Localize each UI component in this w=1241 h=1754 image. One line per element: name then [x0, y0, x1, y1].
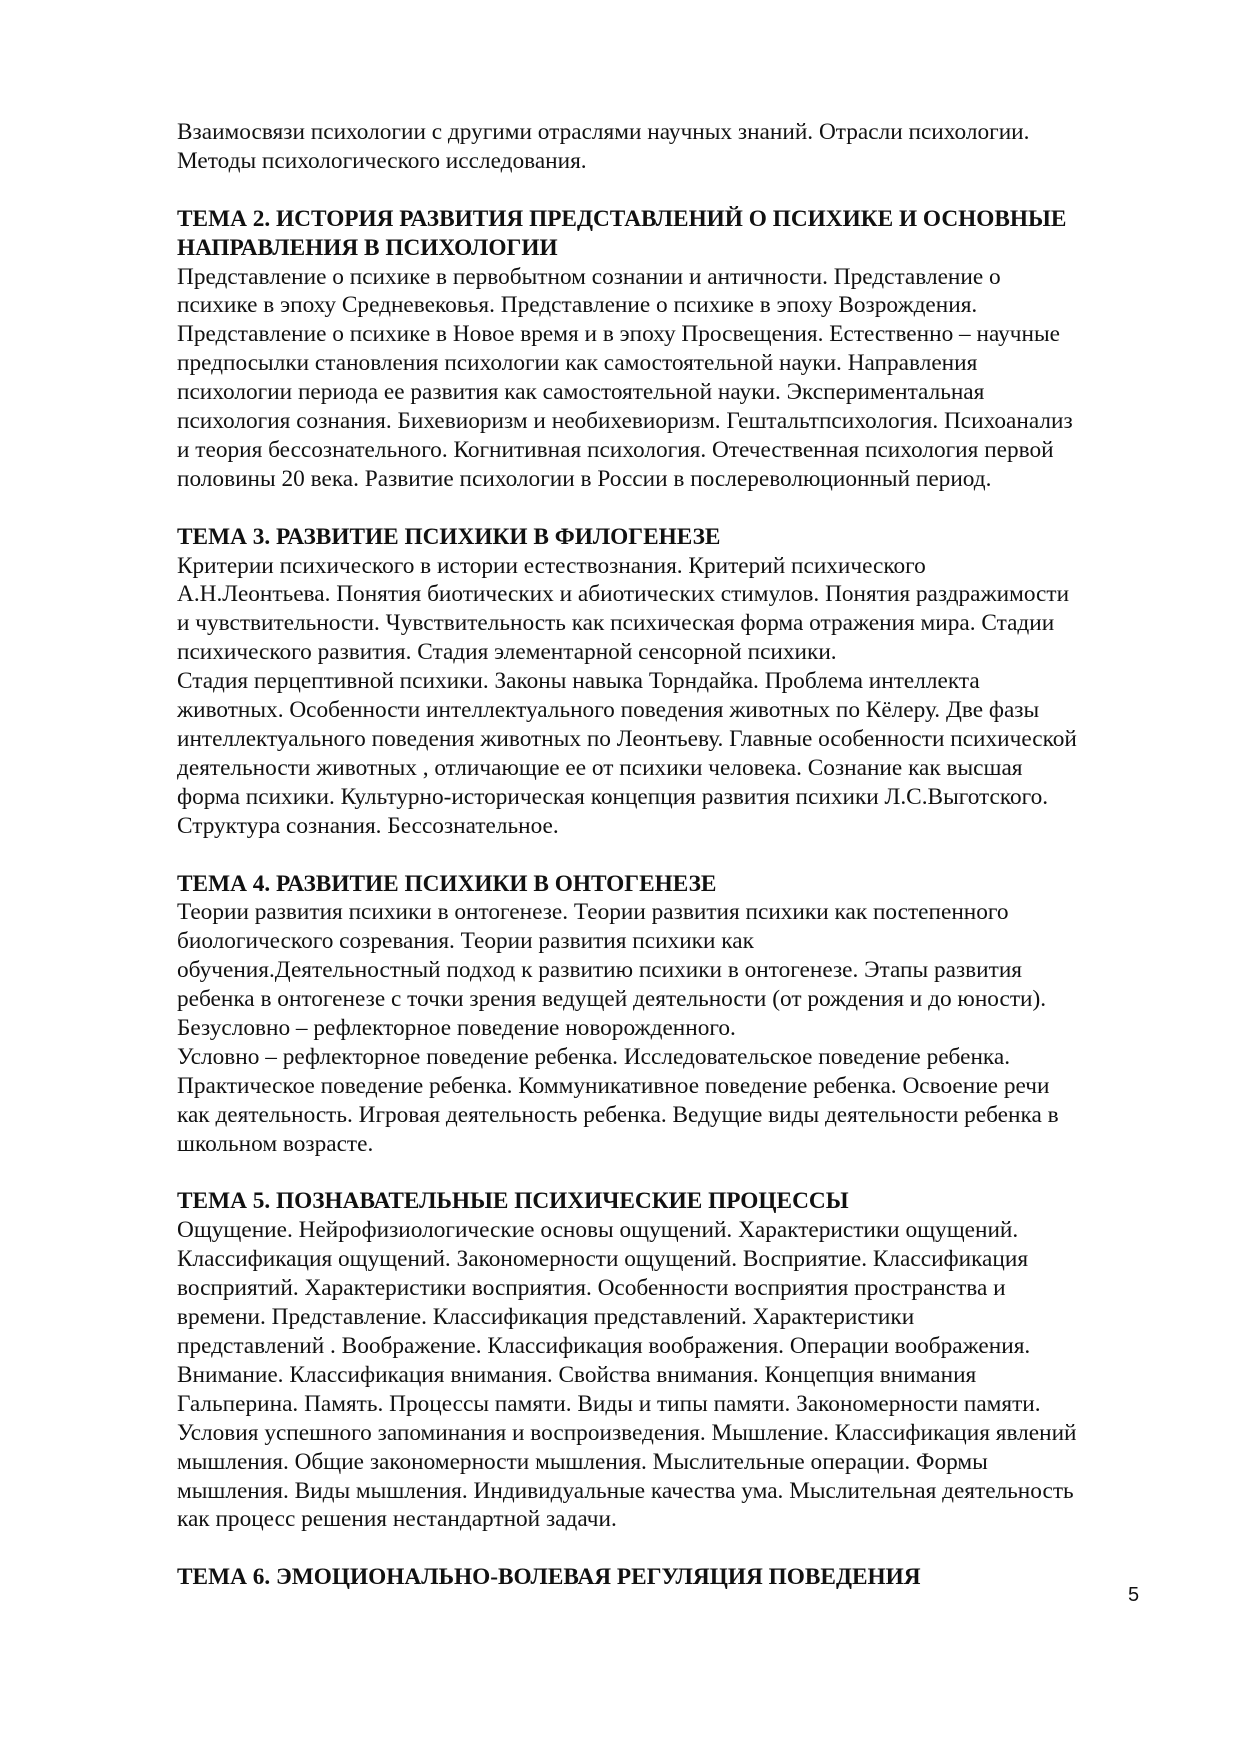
topic-heading-line: ТЕМА 5. ПОЗНАВАТЕЛЬНЫЕ ПСИХИЧЕСКИЕ ПРОЦЕССЫ: [177, 1188, 849, 1215]
topic-heading: [177, 205, 1157, 263]
topic-heading: [177, 1187, 1157, 1216]
topic-body-line: как деятельность. Игровая деятельность ребенка. Ведущие виды деятельности ребенка в: [177, 1101, 1059, 1128]
topic-body-line: А.Н.Леонтьева. Понятия биотических и абиотических стимулов. Понятия раздражимости: [177, 581, 1070, 608]
topic-section: [177, 1563, 1157, 1592]
topic-body-line: Представление о психике в Новое время и в эпоху Просвещения. Естественно – научные: [177, 321, 1060, 348]
topic-body-line: Практическое поведение ребенка. Коммуникативное поведение ребенка. Освоение речи: [177, 1072, 1050, 1099]
topic-body-line: и чувствительности. Чувствительность как психическая форма отражения мира. Стадии: [177, 610, 1055, 637]
topic-body-line: времени. Представление. Классификация представлений. Характеристики: [177, 1304, 915, 1331]
topic-heading: [177, 870, 1157, 899]
topic-heading-line: ТЕМА 2. ИСТОРИЯ РАЗВИТИЯ ПРЕДСТАВЛЕНИЙ О ПСИХИКЕ И ОСНОВНЫЕ: [177, 205, 1067, 232]
topic-body-line: психического развития. Стадия элементарной сенсорной психики.: [177, 639, 837, 666]
topic-body-line: Стадия перцептивной психики. Законы навыка Торндайка. Проблема интеллекта: [177, 668, 980, 695]
topic-body-line: интеллектуального поведения животных по Леонтьеву. Главные особенности психической: [177, 726, 1077, 752]
topic-section: [177, 1187, 1157, 1534]
page-number: 5: [1128, 1584, 1140, 1606]
topic-section: [177, 870, 1157, 1159]
topic-body-line: деятельности животных , отличающие ее от психики человека. Сознание как высшая: [177, 754, 1023, 781]
topic-body-line: половины 20 века. Развитие психологии в России в послереволюционный период.: [177, 465, 992, 492]
topic-body-line: Внимание. Классификация внимания. Свойства внимания. Концепция внимания: [177, 1361, 977, 1388]
topic-body-line: и теория бессознательного. Когнитивная психология. Отечественная психология первой: [177, 436, 1054, 463]
topic-body-line: животных. Особенности интеллектуального поведения животных по Кёлеру. Две фазы: [177, 697, 1040, 724]
topic-body-line: биологического созревания. Теории развития психики как: [177, 928, 754, 955]
intro-line: Методы психологического исследования.: [177, 147, 587, 174]
topic-body-line: ребенка в онтогенезе с точки зрения ведущей деятельности (от рождения и до юности).: [177, 986, 1047, 1013]
topic-body-line: Классификация ощущений. Закономерности ощущений. Восприятие. Классификация: [177, 1246, 1029, 1273]
intro-paragraph: [177, 118, 1157, 176]
topic-body: [177, 263, 1157, 494]
topic-body-line: Условия успешного запоминания и воспроизведения. Мышление. Классификация явлений: [177, 1419, 1077, 1446]
topic-body-line: обучения.Деятельностный подход к развитию психики в онтогенезе. Этапы развития: [177, 957, 1023, 984]
topic-heading: [177, 1563, 1157, 1592]
topic-body-line: психологии периода ее развития как самостоятельной науки. Экспериментальная: [177, 379, 985, 406]
topic-body-line: Условно – рефлекторное поведение ребенка. Исследовательское поведение ребенка.: [177, 1043, 1011, 1070]
topic-body-line: психология сознания. Бихевиоризм и необихевиоризм. Гештальтпсихология. Психоанализ: [177, 408, 1073, 435]
topic-body-line: психике в эпоху Средневековья. Представление о психике в эпоху Возрождения.: [177, 292, 978, 319]
topic-body-line: форма психики. Культурно-историческая концепция развития психики Л.С.Выготского.: [177, 783, 1049, 810]
intro-line: Взаимосвязи психологии с другими отраслями научных знаний. Отрасли психологии.: [177, 119, 1030, 145]
topic-body-line: мышления. Виды мышления. Индивидуальные качества ума. Мыслительная деятельность: [177, 1477, 1074, 1504]
topic-body-line: представлений . Воображение. Классификация воображения. Операции воображения.: [177, 1333, 1031, 1359]
topic-body: [177, 1216, 1157, 1534]
topic-sections: [177, 205, 1157, 1592]
topic-heading: [177, 523, 1157, 552]
topic-body-line: Безусловно – рефлекторное поведение новорожденного.: [177, 1015, 736, 1042]
topic-body-line: Структура сознания. Бессознательное.: [177, 812, 559, 839]
topic-heading-line: ТЕМА 4. РАЗВИТИЕ ПСИХИКИ В ОНТОГЕНЕЗЕ: [177, 870, 717, 897]
topic-body: [177, 552, 1157, 841]
topic-body-line: мышления. Общие закономерности мышления. Мыслительные операции. Формы: [177, 1448, 988, 1475]
topic-body-line: Ощущение. Нейрофизиологические основы ощущений. Характеристики ощущений.: [177, 1217, 1019, 1244]
document-page: [177, 118, 1157, 1592]
topic-body-line: Гальперина. Память. Процессы памяти. Виды и типы памяти. Закономерности памяти.: [177, 1390, 1041, 1417]
topic-body-line: Теории развития психики в онтогенезе. Теории развития психики как постепенного: [177, 899, 1009, 926]
topic-heading-line: ТЕМА 6. ЭМОЦИОНАЛЬНО-ВОЛЕВАЯ РЕГУЛЯЦИЯ ПОВЕДЕНИЯ: [177, 1564, 921, 1591]
topic-body-line: Представление о психике в первобытном сознании и античности. Представление о: [177, 263, 1001, 290]
topic-body-line: как процесс решения нестандартной задачи.: [177, 1506, 617, 1533]
topic-body-line: восприятий. Характеристики восприятия. Особенности восприятия пространства и: [177, 1275, 1006, 1302]
topic-body-line: школьном возрасте.: [177, 1130, 374, 1157]
topic-section: [177, 523, 1157, 841]
topic-heading-line: ТЕМА 3. РАЗВИТИЕ ПСИХИКИ В ФИЛОГЕНЕЗЕ: [177, 523, 721, 550]
topic-body: [177, 898, 1157, 1158]
topic-section: [177, 205, 1157, 494]
topic-heading-line: НАПРАВЛЕНИЯ В ПСИХОЛОГИИ: [177, 234, 558, 261]
topic-body-line: предпосылки становления психологии как самостоятельной науки. Направления: [177, 350, 978, 377]
topic-body-line: Критерии психического в истории естествознания. Критерий психического: [177, 552, 926, 579]
